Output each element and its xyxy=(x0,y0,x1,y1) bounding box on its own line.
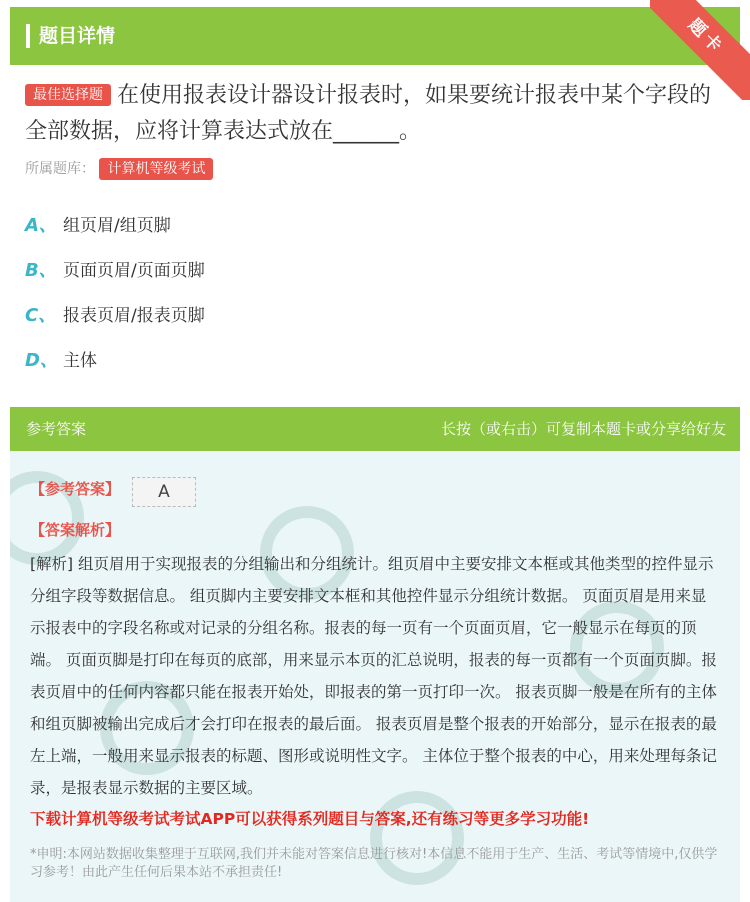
option-text: 组页眉/组页脚 xyxy=(63,216,171,236)
option-letter: A、 xyxy=(25,215,57,236)
question-type-badge: 最佳选择题 xyxy=(25,84,111,106)
analysis-label: 【答案解析】 xyxy=(30,521,121,539)
share-hint: 长按（或右击）可复制本题卡或分享给好友 xyxy=(440,420,726,438)
option-d[interactable] xyxy=(25,342,205,387)
question-text-block xyxy=(25,78,725,150)
answer-image: A xyxy=(132,477,196,507)
option-text: 主体 xyxy=(63,351,97,371)
question-text: 在使用报表设计器设计报表时，如果要统计报表中某个字段的全部数据，应将计算表达式放在______。 xyxy=(25,83,712,144)
source-tag[interactable]: 计算机等级考试 xyxy=(99,158,213,180)
ribbon-label: 题卡 xyxy=(650,0,750,100)
option-a[interactable] xyxy=(25,207,205,252)
disclaimer-text: *申明:本网站数据收集整理于互联网,我们并未能对答案信息进行核对!本信息不能用于生产、生活、考试等情境中,仅供学习参考！由此产生任何后果本站不承担责任! xyxy=(30,847,718,880)
option-text: 报表页眉/报表页脚 xyxy=(63,306,205,326)
option-letter: C、 xyxy=(25,305,57,326)
answer-body xyxy=(10,451,740,902)
header-bar xyxy=(10,7,740,65)
question-source xyxy=(25,156,219,182)
analysis-text: [解析] 组页眉用于实现报表的分组输出和分组统计。组页眉中主要安排文本框或其他类型的控件显示分组字段等数据信息。 组页脚内主要安排文本框和其他控件显示分组统计数据。 页面页眉是用来显示报表中的字段名称或对记录的分组名称。报表的每一页有一个页面页眉，它一般显示在每页的顶端。 页面页脚是打印在每页的底部，用来显示本页的汇总说明，报表的每一页都有一个页面页脚。报表页眉中的任何内容都只能在报表开始处，即报表的第一页打印一次。 报表页脚一般是在所有的主体和组页脚被输出完成后才会打印在报表的最后面。 报表页眉是整个报表的开始部分，显示在报表的最左上端，一般用来显示报表的标题、图形或说明性文字。 主体位于整个报表的中心，用来处理每条记录，是报表显示数据的主要区域。 xyxy=(30,555,717,797)
option-letter: B、 xyxy=(25,260,57,281)
answer-header xyxy=(10,407,740,451)
option-c[interactable] xyxy=(25,297,205,342)
title-accent-bar xyxy=(26,24,30,48)
app-download-link[interactable]: 下载计算机等级考试考试APP可以获得系列题目与答案,还有练习等更多学习功能! xyxy=(30,810,590,828)
source-label: 所属题库： xyxy=(25,161,95,177)
options-list xyxy=(25,207,205,387)
option-letter: D、 xyxy=(25,350,58,371)
option-text: 页面页眉/页面页脚 xyxy=(63,261,205,281)
answer-header-title: 参考答案 xyxy=(26,420,87,438)
page-title: 题目详情 xyxy=(39,25,116,47)
reference-answer-label: 【参考答案】 xyxy=(30,480,121,498)
option-b[interactable] xyxy=(25,252,205,297)
